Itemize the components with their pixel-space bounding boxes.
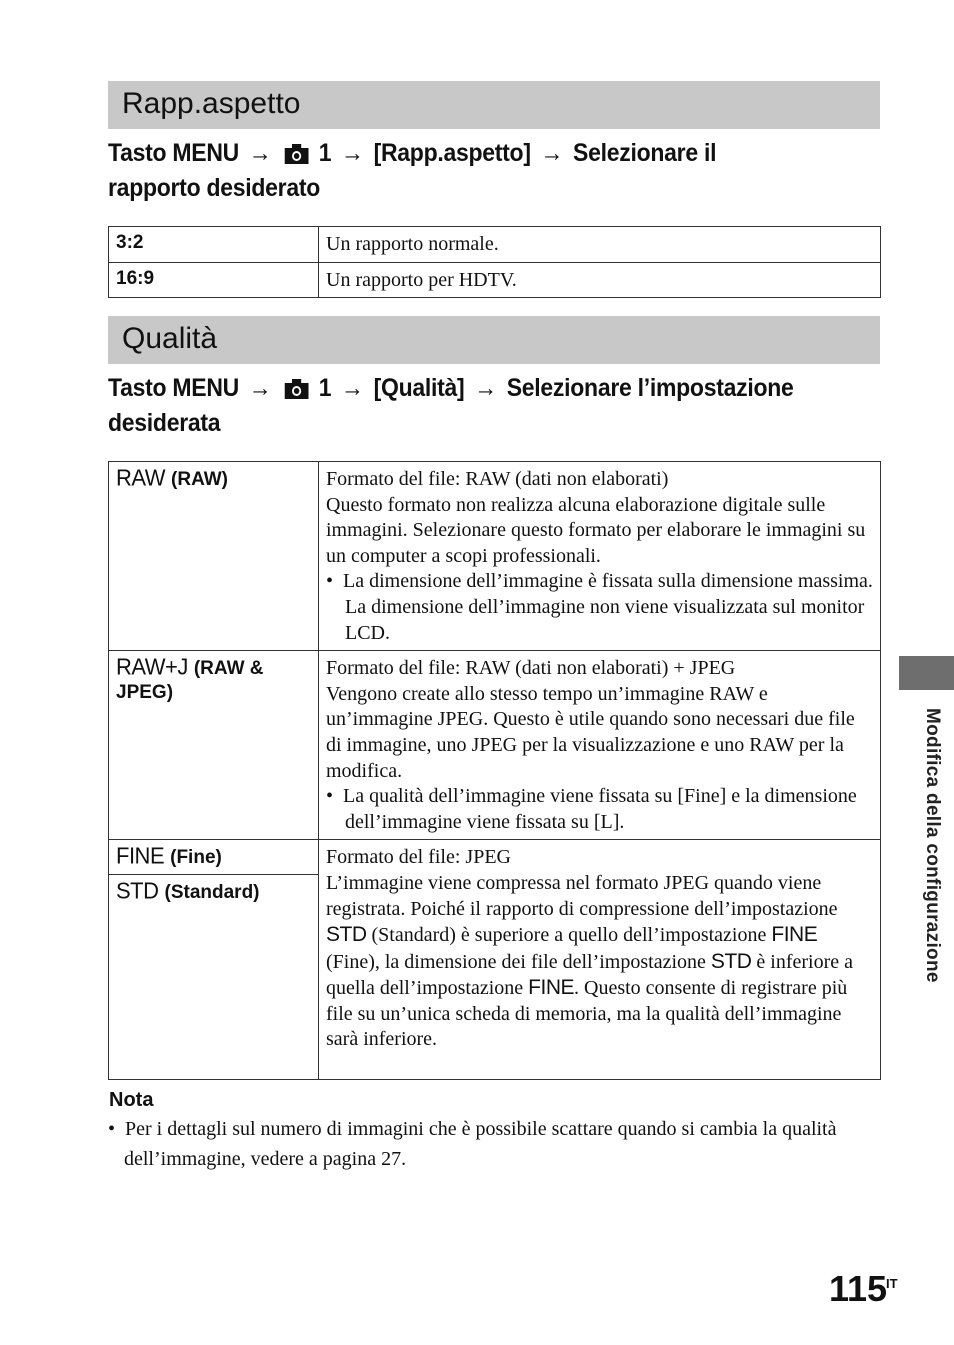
aspect-key: 16:9 xyxy=(109,262,319,298)
arrow-icon: → xyxy=(341,139,364,167)
quality-key-std xyxy=(109,875,319,1080)
arrow-icon: → xyxy=(248,139,272,167)
chapter-tab xyxy=(899,656,954,690)
desc-paragraph: Vengono create allo stesso tempo un’immagine RAW e un’immagine JPEG. Questo è utile quando sono necessari due file di immagine, uno JPEG per la visualizzazione e uno RAW per la modifica. xyxy=(326,682,855,782)
std-icon: STD xyxy=(116,877,159,904)
quality-label: (RAW & JPEG) xyxy=(116,658,264,704)
aspect-desc: Un rapporto per HDTV. xyxy=(319,262,881,298)
std-icon: STD xyxy=(326,923,367,947)
desc-text: . Questo consente di registrare più file su un’unica scheda di memoria, ma la qualità dell’immagine sarà inferiore. xyxy=(326,977,848,1051)
quality-key-fine xyxy=(109,840,319,875)
menu-path-action: Selezionare il xyxy=(573,139,717,167)
camera-icon xyxy=(285,379,309,399)
bullet-text: La dimensione dell’immagine è fissata sulla dimensione massima. La dimensione dell’immagine non viene visualizzata sul monitor LCD. xyxy=(343,570,873,644)
arrow-icon: → xyxy=(248,374,272,402)
desc-paragraph xyxy=(326,871,874,1053)
bullet-text: La qualità dell’immagine viene fissata su [Fine] e la dimensione dell’immagine viene fissata su [L]. xyxy=(343,785,857,833)
std-icon: STD xyxy=(710,949,752,973)
raw-jpeg-icon: RAW+J xyxy=(116,653,188,680)
note-title: Nota xyxy=(109,1089,154,1111)
table-row xyxy=(109,462,881,651)
desc-text: è inferiore a quella dell’impostazione xyxy=(326,950,854,1000)
table-row xyxy=(109,651,881,840)
quality-key-rawj xyxy=(109,651,319,840)
quality-desc-rawj xyxy=(319,651,881,840)
aspect-key: 3:2 xyxy=(109,227,319,263)
table-row xyxy=(109,262,881,298)
arrow-icon: → xyxy=(341,374,364,402)
menu-item-name: [Rapp.aspetto] xyxy=(373,139,531,167)
desc-line: Formato del file: JPEG xyxy=(326,846,511,869)
menu-path-aspect xyxy=(108,136,881,206)
menu-item-name: [Qualità] xyxy=(373,374,465,402)
quality-table xyxy=(108,461,881,1080)
quality-label: (RAW) xyxy=(171,469,228,490)
menu-tab-number: 1 xyxy=(318,374,332,402)
page-number: 115 xyxy=(829,1268,888,1309)
desc-paragraph: Questo formato non realizza alcuna elaborazione digitale sulle immagini. Selezionare questo formato per elaborare le immagini su un computer a scopi professionali. xyxy=(326,493,866,567)
menu-path-start: Tasto MENU xyxy=(108,139,239,167)
aspect-table xyxy=(108,226,881,298)
quality-key-raw xyxy=(109,462,319,651)
table-row xyxy=(109,840,881,875)
chapter-label: Modifica della configurazione xyxy=(922,708,943,983)
arrow-icon: → xyxy=(474,374,497,402)
page-language: IT xyxy=(886,1276,898,1291)
desc-text: L’immagine viene compressa nel formato JPEG quando viene registrata. Poiché il rapporto di compressione dell’impostazione xyxy=(326,871,838,920)
quality-desc-raw xyxy=(319,462,881,651)
desc-text: (Standard) è superiore a quello dell’impostazione xyxy=(371,924,767,947)
quality-label: (Standard) xyxy=(164,882,260,904)
quality-label: (Fine) xyxy=(170,847,222,869)
section-heading-aspect: Rapp.aspetto xyxy=(108,81,880,129)
arrow-icon: → xyxy=(540,139,564,167)
fine-icon: FINE xyxy=(528,976,575,1000)
section-heading-quality: Qualità xyxy=(108,316,880,364)
desc-line: Formato del file: RAW (dati non elaborati) + JPEG xyxy=(326,657,736,680)
table-row xyxy=(109,227,881,263)
menu-path-action: Selezionare l’impostazione xyxy=(506,374,794,402)
menu-path-action-cont: rapporto desiderato xyxy=(108,174,321,202)
camera-icon xyxy=(285,144,309,164)
fine-icon: FINE xyxy=(116,842,165,869)
bullet-item: • La qualità dell’immagine viene fissata su [Fine] e la dimensione dell’immagine viene fissata su [L]. xyxy=(326,785,857,833)
aspect-desc: Un rapporto normale. xyxy=(319,227,881,263)
menu-path-quality xyxy=(108,371,881,441)
menu-path-start: Tasto MENU xyxy=(108,374,239,402)
menu-path-action-cont: desiderata xyxy=(108,409,221,437)
raw-icon: RAW xyxy=(116,464,166,491)
fine-icon: FINE xyxy=(771,923,818,947)
note-body: • Per i dettagli sul numero di immagini che è possibile scattare quando si cambia la qualità dell’immagine, vedere a pagina 27. xyxy=(108,1118,837,1170)
quality-desc-jpeg xyxy=(319,840,881,1080)
menu-tab-number: 1 xyxy=(318,139,332,167)
bullet-item: • La dimensione dell’immagine è fissata sulla dimensione massima. La dimensione dell’immagine non viene visualizzata sul monitor LCD. xyxy=(326,570,873,644)
note-text: Per i dettagli sul numero di immagini che è possibile scattare quando si cambia la qualità dell’immagine, vedere a pagina 27. xyxy=(124,1118,837,1170)
desc-text: (Fine), la dimensione dei file dell’impostazione xyxy=(326,950,706,973)
desc-line: Formato del file: RAW (dati non elaborati) xyxy=(326,468,669,490)
